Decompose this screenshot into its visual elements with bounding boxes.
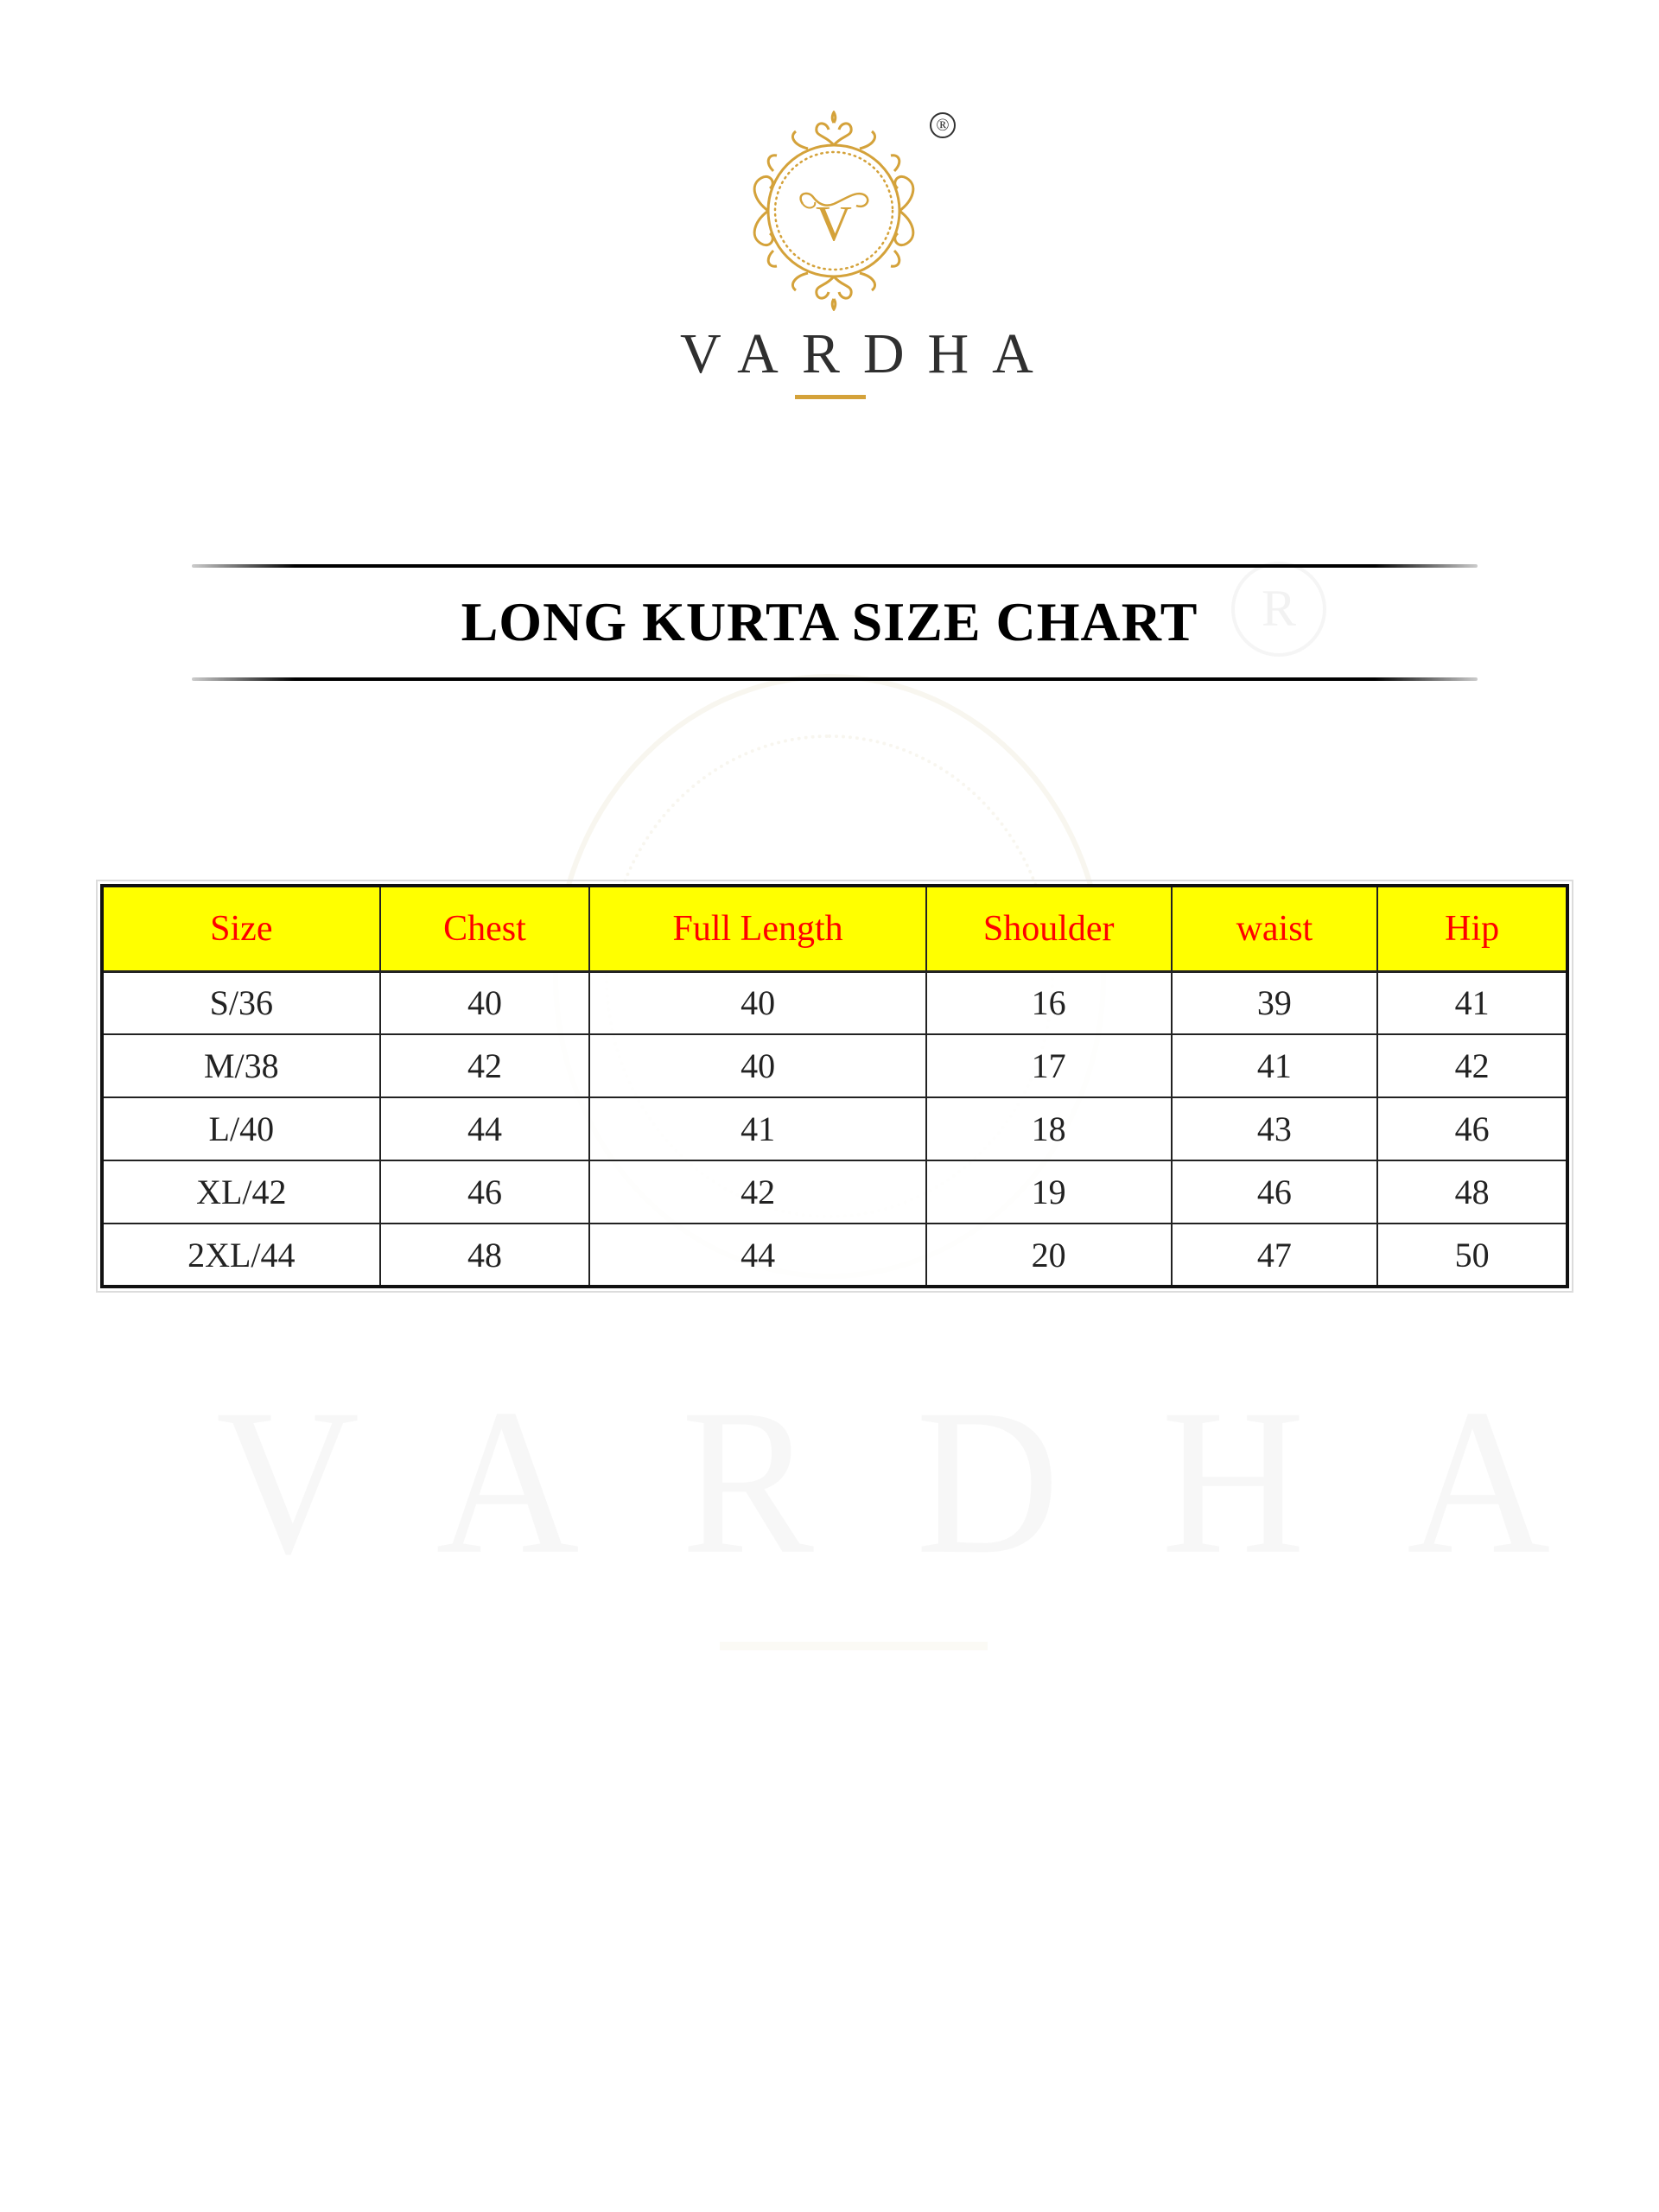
- cell-full-length: 44: [589, 1224, 925, 1287]
- table-row: [102, 1034, 1567, 1097]
- cell-waist: 46: [1172, 1160, 1378, 1224]
- cell-waist: 43: [1172, 1097, 1378, 1160]
- table-header-row: [102, 886, 1567, 971]
- column-header-waist: waist: [1172, 886, 1378, 971]
- title-rule-top: [192, 564, 1478, 568]
- cell-waist: 39: [1172, 971, 1378, 1034]
- column-header-chest: Chest: [380, 886, 590, 971]
- column-header-hip: Hip: [1377, 886, 1567, 971]
- cell-chest: 42: [380, 1034, 590, 1097]
- watermark-registered-icon: R: [1231, 562, 1326, 657]
- cell-waist: 47: [1172, 1224, 1378, 1287]
- brand-name: VARDHA: [680, 322, 1057, 385]
- size-chart-container: [96, 880, 1573, 1293]
- size-chart-table: [100, 884, 1569, 1288]
- table-row: [102, 1160, 1567, 1224]
- cell-full-length: 40: [589, 971, 925, 1034]
- cell-chest: 46: [380, 1160, 590, 1224]
- column-header-shoulder: Shoulder: [926, 886, 1172, 971]
- table-row: [102, 1224, 1567, 1287]
- table-row: [102, 971, 1567, 1034]
- cell-hip: 50: [1377, 1224, 1567, 1287]
- watermark-underline: [720, 1642, 988, 1650]
- column-header-full-length: Full Length: [589, 886, 925, 971]
- column-header-size: Size: [102, 886, 380, 971]
- svg-text:V: V: [816, 195, 852, 251]
- table-row: [102, 1097, 1567, 1160]
- cell-hip: 42: [1377, 1034, 1567, 1097]
- cell-hip: 46: [1377, 1097, 1567, 1160]
- watermark-brand-name: VARDHA: [216, 1365, 1653, 1598]
- title-rule-bottom: [192, 677, 1478, 681]
- registered-trademark-icon: ®: [930, 112, 956, 138]
- cell-size: XL/42: [102, 1160, 380, 1224]
- cell-size: M/38: [102, 1034, 380, 1097]
- cell-chest: 44: [380, 1097, 590, 1160]
- cell-size: S/36: [102, 971, 380, 1034]
- cell-shoulder: 17: [926, 1034, 1172, 1097]
- page-title: LONG KURTA SIZE CHART: [461, 591, 1198, 652]
- cell-hip: 41: [1377, 971, 1567, 1034]
- cell-shoulder: 16: [926, 971, 1172, 1034]
- brand-logo: [0, 0, 1659, 415]
- cell-chest: 40: [380, 971, 590, 1034]
- cell-shoulder: 19: [926, 1160, 1172, 1224]
- cell-hip: 48: [1377, 1160, 1567, 1224]
- brand-underline: [795, 395, 866, 399]
- cell-shoulder: 18: [926, 1097, 1172, 1160]
- cell-shoulder: 20: [926, 1224, 1172, 1287]
- cell-waist: 41: [1172, 1034, 1378, 1097]
- cell-full-length: 40: [589, 1034, 925, 1097]
- cell-full-length: 42: [589, 1160, 925, 1224]
- cell-size: L/40: [102, 1097, 380, 1160]
- ornamental-emblem-icon: [739, 111, 929, 311]
- cell-size: 2XL/44: [102, 1224, 380, 1287]
- cell-full-length: 41: [589, 1097, 925, 1160]
- cell-chest: 48: [380, 1224, 590, 1287]
